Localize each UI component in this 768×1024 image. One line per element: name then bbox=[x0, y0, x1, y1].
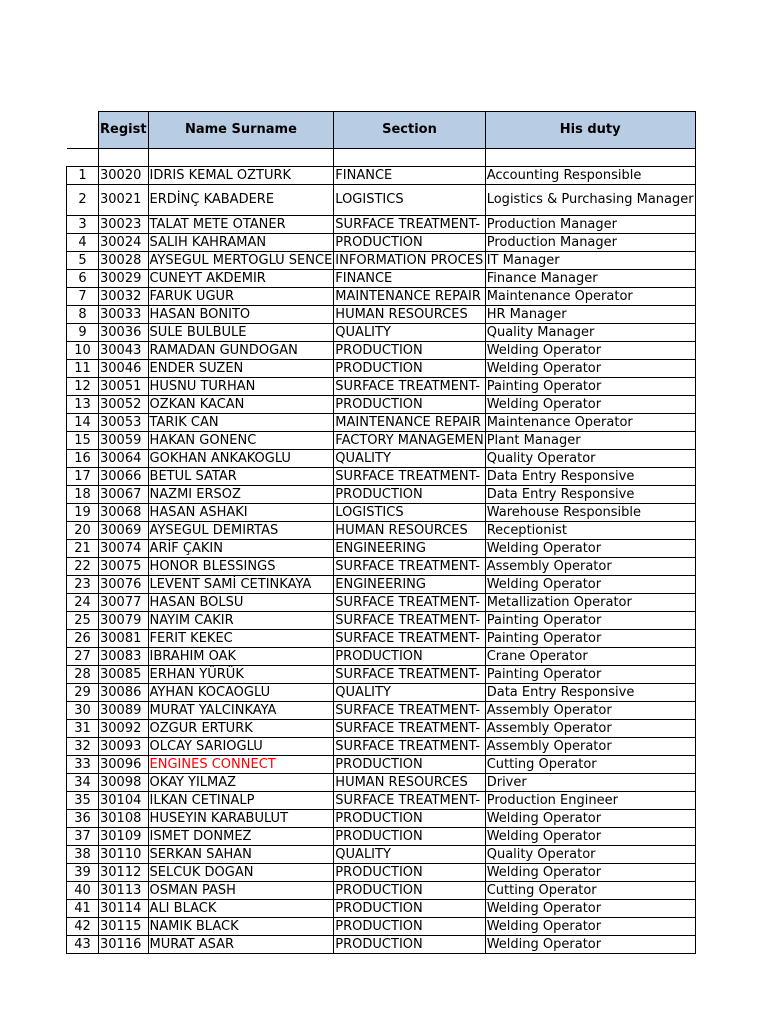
regist-cell: 30110 bbox=[99, 846, 149, 864]
table-row bbox=[67, 450, 696, 468]
section-cell: PRODUCTION bbox=[334, 882, 485, 900]
regist-cell: 30051 bbox=[99, 378, 149, 396]
section-cell: LOGISTICS bbox=[334, 185, 485, 216]
regist-cell: 30059 bbox=[99, 432, 149, 450]
row-number-cell: 2 bbox=[67, 185, 99, 216]
name-cell: HASAN BONITO bbox=[148, 306, 334, 324]
regist-cell: 30053 bbox=[99, 414, 149, 432]
section-cell: HUMAN RESOURCES bbox=[334, 306, 485, 324]
gap-cell bbox=[99, 149, 149, 167]
table-row bbox=[67, 918, 696, 936]
section-cell: HUMAN RESOURCES bbox=[334, 522, 485, 540]
regist-cell: 30032 bbox=[99, 288, 149, 306]
name-cell: FARUK UGUR bbox=[148, 288, 334, 306]
duty-cell: Driver bbox=[485, 774, 695, 792]
regist-cell: 30104 bbox=[99, 792, 149, 810]
name-cell: HASAN BOLSU bbox=[148, 594, 334, 612]
duty-cell: Production Engineer bbox=[485, 792, 695, 810]
regist-cell: 30115 bbox=[99, 918, 149, 936]
section-cell: ENGINEERING bbox=[334, 540, 485, 558]
duty-cell: Painting Operator bbox=[485, 378, 695, 396]
duty-cell: Welding Operator bbox=[485, 936, 695, 954]
section-cell: PRODUCTION bbox=[334, 828, 485, 846]
header-gap-row bbox=[67, 149, 696, 167]
table-row bbox=[67, 612, 696, 630]
section-cell: SURFACE TREATMENT- bbox=[334, 720, 485, 738]
section-cell: QUALITY bbox=[334, 684, 485, 702]
section-cell: SURFACE TREATMENT- bbox=[334, 738, 485, 756]
regist-cell: 30098 bbox=[99, 774, 149, 792]
duty-cell: Production Manager bbox=[485, 234, 695, 252]
name-cell: ARİF ÇAKIN bbox=[148, 540, 334, 558]
regist-cell: 30052 bbox=[99, 396, 149, 414]
section-cell: QUALITY bbox=[334, 324, 485, 342]
name-cell: ISMET DONMEZ bbox=[148, 828, 334, 846]
header-name-surname: Name Surname bbox=[148, 112, 334, 149]
name-cell: CUNEYT AKDEMIR bbox=[148, 270, 334, 288]
name-cell: HAKAN GONENC bbox=[148, 432, 334, 450]
duty-cell: Welding Operator bbox=[485, 342, 695, 360]
duty-cell: Painting Operator bbox=[485, 612, 695, 630]
duty-cell: Welding Operator bbox=[485, 360, 695, 378]
section-cell: FINANCE bbox=[334, 270, 485, 288]
duty-cell: Finance Manager bbox=[485, 270, 695, 288]
section-cell: PRODUCTION bbox=[334, 918, 485, 936]
name-cell: OZGUR ERTURK bbox=[148, 720, 334, 738]
duty-cell: Quality Operator bbox=[485, 846, 695, 864]
section-cell: LOGISTICS bbox=[334, 504, 485, 522]
regist-cell: 30113 bbox=[99, 882, 149, 900]
section-cell: QUALITY bbox=[334, 846, 485, 864]
row-number-cell: 26 bbox=[67, 630, 99, 648]
duty-cell: Cutting Operator bbox=[485, 882, 695, 900]
row-number-cell: 23 bbox=[67, 576, 99, 594]
section-cell: PRODUCTION bbox=[334, 756, 485, 774]
gap-cell bbox=[334, 149, 485, 167]
table-row bbox=[67, 846, 696, 864]
name-cell: OZKAN KACAN bbox=[148, 396, 334, 414]
name-cell: NAZMI ERSOZ bbox=[148, 486, 334, 504]
regist-cell: 30020 bbox=[99, 167, 149, 185]
duty-cell: Metallization Operator bbox=[485, 594, 695, 612]
regist-cell: 30069 bbox=[99, 522, 149, 540]
row-number-cell: 5 bbox=[67, 252, 99, 270]
section-cell: MAINTENANCE REPAIR bbox=[334, 414, 485, 432]
section-cell: PRODUCTION bbox=[334, 234, 485, 252]
table-row bbox=[67, 882, 696, 900]
table-row bbox=[67, 702, 696, 720]
table-row bbox=[67, 738, 696, 756]
section-cell: SURFACE TREATMENT- bbox=[334, 468, 485, 486]
table-row bbox=[67, 558, 696, 576]
row-number-cell: 25 bbox=[67, 612, 99, 630]
section-cell: SURFACE TREATMENT- bbox=[334, 594, 485, 612]
name-cell: LEVENT SAMİ CETINKAYA bbox=[148, 576, 334, 594]
duty-cell: Production Manager bbox=[485, 216, 695, 234]
regist-cell: 30108 bbox=[99, 810, 149, 828]
duty-cell: Assembly Operator bbox=[485, 558, 695, 576]
name-cell: OLCAY SARIOGLU bbox=[148, 738, 334, 756]
row-number-cell: 37 bbox=[67, 828, 99, 846]
name-cell: AYSEGUL MERTOGLU SENCE bbox=[149, 252, 333, 268]
row-number-cell: 34 bbox=[67, 774, 99, 792]
header-his-duty: His duty bbox=[485, 112, 695, 149]
regist-cell: 30024 bbox=[99, 234, 149, 252]
table-body bbox=[67, 167, 696, 954]
section-cell: PRODUCTION bbox=[334, 648, 485, 666]
row-number-cell: 31 bbox=[67, 720, 99, 738]
duty-cell: Accounting Responsible bbox=[485, 167, 695, 185]
section-cell: PRODUCTION bbox=[334, 360, 485, 378]
name-cell: OKAY YILMAZ bbox=[148, 774, 334, 792]
table-row bbox=[67, 720, 696, 738]
name-cell: ALI BLACK bbox=[148, 900, 334, 918]
name-cell: ERDİNÇ KABADERE bbox=[148, 185, 334, 216]
regist-cell: 30083 bbox=[99, 648, 149, 666]
regist-cell: 30023 bbox=[99, 216, 149, 234]
table-row bbox=[67, 936, 696, 954]
row-number-cell: 6 bbox=[67, 270, 99, 288]
row-number-cell: 24 bbox=[67, 594, 99, 612]
name-cell: RAMADAN GUNDOGAN bbox=[148, 342, 334, 360]
name-cell: IBRAHIM OAK bbox=[148, 648, 334, 666]
table-row bbox=[67, 540, 696, 558]
regist-cell: 30033 bbox=[99, 306, 149, 324]
table-row bbox=[67, 396, 696, 414]
duty-cell: Logistics & Purchasing Manager bbox=[485, 185, 695, 216]
regist-cell: 30066 bbox=[99, 468, 149, 486]
row-number-cell: 21 bbox=[67, 540, 99, 558]
regist-cell: 30077 bbox=[99, 594, 149, 612]
header-row bbox=[67, 112, 696, 149]
row-number-cell: 22 bbox=[67, 558, 99, 576]
section-cell: PRODUCTION bbox=[334, 864, 485, 882]
row-number-cell: 18 bbox=[67, 486, 99, 504]
section-cell: SURFACE TREATMENT- bbox=[334, 558, 485, 576]
section-cell: SURFACE TREATMENT- bbox=[334, 612, 485, 630]
name-cell: HASAN ASHAKI bbox=[148, 504, 334, 522]
table-row bbox=[67, 684, 696, 702]
duty-cell: Painting Operator bbox=[485, 630, 695, 648]
section-cell: SURFACE TREATMENT- bbox=[334, 702, 485, 720]
name-cell: OSMAN PASH bbox=[148, 882, 334, 900]
row-number-cell: 20 bbox=[67, 522, 99, 540]
row-number-cell: 40 bbox=[67, 882, 99, 900]
name-cell: FERIT KEKEC bbox=[148, 630, 334, 648]
table-row bbox=[67, 360, 696, 378]
section-cell: PRODUCTION bbox=[334, 486, 485, 504]
row-number-cell: 27 bbox=[67, 648, 99, 666]
regist-cell: 30086 bbox=[99, 684, 149, 702]
header-section: Section bbox=[334, 112, 485, 149]
section-cell: SURFACE TREATMENT- bbox=[334, 792, 485, 810]
name-cell: IDRIS KEMAL OZTURK bbox=[148, 167, 334, 185]
row-number-cell: 33 bbox=[67, 756, 99, 774]
header-blank-cell bbox=[67, 112, 99, 149]
row-number-cell: 3 bbox=[67, 216, 99, 234]
table-row bbox=[67, 252, 696, 270]
row-number-cell: 19 bbox=[67, 504, 99, 522]
regist-cell: 30064 bbox=[99, 450, 149, 468]
regist-cell: 30085 bbox=[99, 666, 149, 684]
regist-cell: 30079 bbox=[99, 612, 149, 630]
row-number-cell: 10 bbox=[67, 342, 99, 360]
header-regist: Regist bbox=[99, 112, 149, 149]
table-row bbox=[67, 900, 696, 918]
table-row bbox=[67, 167, 696, 185]
regist-cell: 30089 bbox=[99, 702, 149, 720]
row-number-cell: 15 bbox=[67, 432, 99, 450]
row-number-cell: 13 bbox=[67, 396, 99, 414]
row-number-cell: 30 bbox=[67, 702, 99, 720]
table-row bbox=[67, 288, 696, 306]
duty-cell: Maintenance Operator bbox=[485, 414, 695, 432]
duty-cell: HR Manager bbox=[485, 306, 695, 324]
duty-cell: IT Manager bbox=[485, 252, 695, 270]
duty-cell: Cutting Operator bbox=[485, 756, 695, 774]
name-cell: SULE BULBULE bbox=[148, 324, 334, 342]
regist-cell: 30112 bbox=[99, 864, 149, 882]
table-row bbox=[67, 486, 696, 504]
name-cell: HONOR BLESSINGS bbox=[148, 558, 334, 576]
section-cell: QUALITY bbox=[334, 450, 485, 468]
table-row bbox=[67, 414, 696, 432]
row-number-cell: 11 bbox=[67, 360, 99, 378]
name-cell: ILKAN CETINALP bbox=[148, 792, 334, 810]
row-number-cell: 8 bbox=[67, 306, 99, 324]
table-row bbox=[67, 432, 696, 450]
duty-cell: Welding Operator bbox=[485, 864, 695, 882]
row-number-cell: 36 bbox=[67, 810, 99, 828]
name-cell: MURAT ASAR bbox=[148, 936, 334, 954]
gap-cell bbox=[67, 149, 99, 167]
duty-cell: Receptionist bbox=[485, 522, 695, 540]
regist-cell: 30043 bbox=[99, 342, 149, 360]
name-cell: AYHAN KOCAOGLU bbox=[148, 684, 334, 702]
table-row bbox=[67, 756, 696, 774]
section-cell: SURFACE TREATMENT- bbox=[334, 630, 485, 648]
name-cell: ENDER SUZEN bbox=[148, 360, 334, 378]
name-cell: NAYIM CAKIR bbox=[148, 612, 334, 630]
row-number-cell: 38 bbox=[67, 846, 99, 864]
gap-cell bbox=[148, 149, 334, 167]
duty-cell: Assembly Operator bbox=[485, 720, 695, 738]
row-number-cell: 4 bbox=[67, 234, 99, 252]
section-cell: PRODUCTION bbox=[334, 936, 485, 954]
table-row bbox=[67, 468, 696, 486]
row-number-cell: 9 bbox=[67, 324, 99, 342]
duty-cell: Welding Operator bbox=[485, 540, 695, 558]
name-cell: SERKAN SAHAN bbox=[148, 846, 334, 864]
table-row bbox=[67, 324, 696, 342]
table-row bbox=[67, 378, 696, 396]
section-cell: PRODUCTION bbox=[334, 900, 485, 918]
name-cell: HUSNU TURHAN bbox=[148, 378, 334, 396]
section-cell: SURFACE TREATMENT- bbox=[334, 216, 485, 234]
duty-cell: Quality Manager bbox=[485, 324, 695, 342]
gap-cell bbox=[485, 149, 695, 167]
duty-cell: Welding Operator bbox=[485, 576, 695, 594]
section-cell: HUMAN RESOURCES bbox=[334, 774, 485, 792]
duty-cell: Assembly Operator bbox=[485, 738, 695, 756]
table-row bbox=[67, 216, 696, 234]
name-cell: TARIK CAN bbox=[148, 414, 334, 432]
duty-cell: Data Entry Responsive bbox=[485, 468, 695, 486]
row-number-cell: 1 bbox=[67, 167, 99, 185]
row-number-cell: 42 bbox=[67, 918, 99, 936]
duty-cell: Crane Operator bbox=[485, 648, 695, 666]
regist-cell: 30067 bbox=[99, 486, 149, 504]
regist-cell: 30036 bbox=[99, 324, 149, 342]
regist-cell: 30074 bbox=[99, 540, 149, 558]
regist-cell: 30075 bbox=[99, 558, 149, 576]
table-row bbox=[67, 864, 696, 882]
section-cell: MAINTENANCE REPAIR bbox=[334, 288, 485, 306]
name-cell: GOKHAN ANKAKOGLU bbox=[148, 450, 334, 468]
row-number-cell: 39 bbox=[67, 864, 99, 882]
name-cell: NAMIK BLACK bbox=[148, 918, 334, 936]
regist-cell: 30096 bbox=[99, 756, 149, 774]
table-row bbox=[67, 306, 696, 324]
duty-cell: Painting Operator bbox=[485, 666, 695, 684]
regist-cell: 30029 bbox=[99, 270, 149, 288]
duty-cell: Welding Operator bbox=[485, 900, 695, 918]
employee-table bbox=[66, 111, 696, 954]
duty-cell: Welding Operator bbox=[485, 396, 695, 414]
regist-cell: 30081 bbox=[99, 630, 149, 648]
table-row bbox=[67, 522, 696, 540]
section-cell: FACTORY MANAGEMEN bbox=[335, 432, 484, 448]
name-cell: ENGINES CONNECT bbox=[148, 756, 334, 774]
section-cell: FINANCE bbox=[334, 167, 485, 185]
name-cell: BETUL SATAR bbox=[148, 468, 334, 486]
regist-cell: 30114 bbox=[99, 900, 149, 918]
name-cell: MURAT YALCINKAYA bbox=[148, 702, 334, 720]
regist-cell: 30028 bbox=[99, 252, 149, 270]
duty-cell: Warehouse Responsible bbox=[485, 504, 695, 522]
section-cell: PRODUCTION bbox=[334, 342, 485, 360]
name-cell: SELCUK DOGAN bbox=[148, 864, 334, 882]
name-cell: ERHAN YÜRÜK bbox=[148, 666, 334, 684]
table-row bbox=[67, 270, 696, 288]
table-row bbox=[67, 810, 696, 828]
duty-cell: Plant Manager bbox=[485, 432, 695, 450]
regist-cell: 30021 bbox=[99, 185, 149, 216]
row-number-cell: 16 bbox=[67, 450, 99, 468]
duty-cell: Data Entry Responsive bbox=[485, 486, 695, 504]
row-number-cell: 7 bbox=[67, 288, 99, 306]
table-row bbox=[67, 594, 696, 612]
table-row bbox=[67, 342, 696, 360]
name-cell: HUSEYIN KARABULUT bbox=[148, 810, 334, 828]
regist-cell: 30068 bbox=[99, 504, 149, 522]
table-row bbox=[67, 648, 696, 666]
regist-cell: 30116 bbox=[99, 936, 149, 954]
name-cell: TALAT METE OTANER bbox=[148, 216, 334, 234]
regist-cell: 30076 bbox=[99, 576, 149, 594]
table-row bbox=[67, 504, 696, 522]
section-cell: SURFACE TREATMENT- bbox=[334, 666, 485, 684]
regist-cell: 30109 bbox=[99, 828, 149, 846]
row-number-cell: 14 bbox=[67, 414, 99, 432]
name-cell: SALIH KAHRAMAN bbox=[148, 234, 334, 252]
duty-cell: Maintenance Operator bbox=[485, 288, 695, 306]
section-cell: PRODUCTION bbox=[334, 810, 485, 828]
row-number-cell: 32 bbox=[67, 738, 99, 756]
row-number-cell: 29 bbox=[67, 684, 99, 702]
regist-cell: 30092 bbox=[99, 720, 149, 738]
row-number-cell: 12 bbox=[67, 378, 99, 396]
row-number-cell: 28 bbox=[67, 666, 99, 684]
name-cell: AYSEGUL DEMIRTAS bbox=[148, 522, 334, 540]
duty-cell: Data Entry Responsive bbox=[485, 684, 695, 702]
duty-cell: Welding Operator bbox=[485, 918, 695, 936]
regist-cell: 30046 bbox=[99, 360, 149, 378]
duty-cell: Welding Operator bbox=[485, 828, 695, 846]
table-row bbox=[67, 234, 696, 252]
table-row bbox=[67, 666, 696, 684]
row-number-cell: 43 bbox=[67, 936, 99, 954]
row-number-cell: 17 bbox=[67, 468, 99, 486]
row-number-cell: 35 bbox=[67, 792, 99, 810]
section-cell: SURFACE TREATMENT- bbox=[334, 378, 485, 396]
table-row bbox=[67, 576, 696, 594]
table-row bbox=[67, 185, 696, 216]
section-cell: PRODUCTION bbox=[334, 396, 485, 414]
table-row bbox=[67, 792, 696, 810]
duty-cell: Welding Operator bbox=[485, 810, 695, 828]
table-row bbox=[67, 774, 696, 792]
duty-cell: Quality Operator bbox=[485, 450, 695, 468]
table-row bbox=[67, 630, 696, 648]
row-number-cell: 41 bbox=[67, 900, 99, 918]
table-row bbox=[67, 828, 696, 846]
section-cell: INFORMATION PROCES bbox=[335, 252, 484, 268]
regist-cell: 30093 bbox=[99, 738, 149, 756]
duty-cell: Assembly Operator bbox=[485, 702, 695, 720]
section-cell: ENGINEERING bbox=[334, 576, 485, 594]
